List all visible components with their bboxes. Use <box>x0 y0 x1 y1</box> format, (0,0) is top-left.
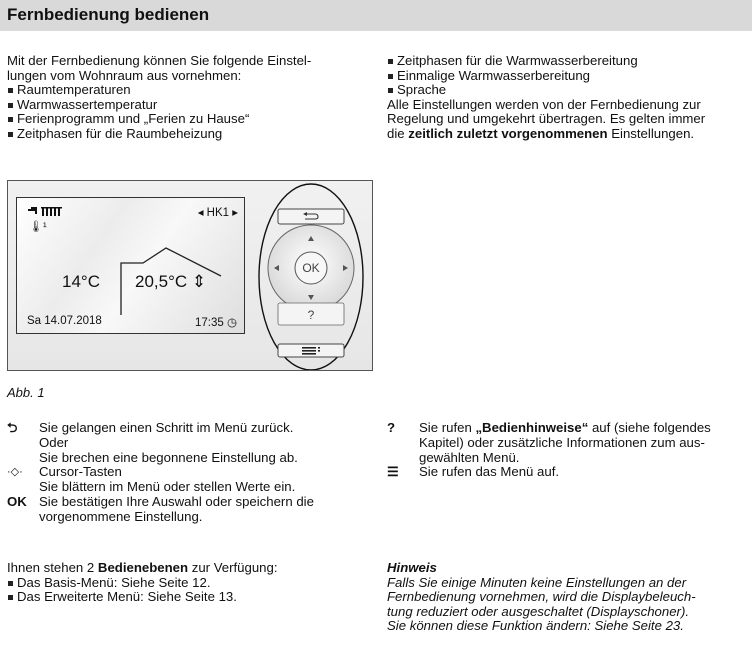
key-legend-right <box>387 421 749 480</box>
note-text: Sie können diese Funktion ändern: Siehe Seite 23. <box>387 618 684 634</box>
text-span: Ihnen stehen 2 <box>7 560 98 575</box>
menu-levels <box>7 561 367 605</box>
legend-back <box>7 421 367 465</box>
legend-cursor <box>7 465 367 495</box>
back-button[interactable] <box>278 209 344 224</box>
emphasis-text: Bedienebenen <box>97 560 189 575</box>
help-button[interactable]: ? <box>307 308 315 322</box>
list-item: Zeitphasen für die Raumbeheizung <box>7 127 367 142</box>
legend-text: Sie rufen das Menü auf. <box>419 464 560 480</box>
note-title: Hinweis <box>387 560 437 575</box>
emphasis-text: zeitlich zuletzt vorgenommenen <box>408 125 608 141</box>
legend-text: Kapitel) oder zusätzliche Informationen zum aus- <box>419 434 705 450</box>
list-item: Ferienprogramm und „Ferien zu Hause“ <box>7 112 367 127</box>
intro-text-line: Alle Einstellungen werden von der Fernbedienung zur <box>387 96 701 112</box>
text-span: auf (siehe folgendes <box>588 420 711 435</box>
legend-text <box>419 421 749 436</box>
settings-list-right <box>387 54 747 98</box>
note-text: Falls Sie einige Minuten keine Einstellungen an der <box>387 574 687 590</box>
note-text: Fernbedienung vornehmen, wird die Displaybeleuch- <box>387 589 696 605</box>
thermometer-icon: 🌡¹ <box>29 221 47 233</box>
intro-left <box>7 54 367 142</box>
figure-caption: Abb. 1 <box>7 385 45 400</box>
note-text: tung reduziert oder ausgeschaltet (Displayschoner). <box>387 603 690 619</box>
intro-text-line: Mit der Fernbedienung können Sie folgende Einstel- <box>7 53 312 68</box>
legend-text: Sie blättern im Menü oder stellen Werte ein. <box>39 479 296 495</box>
menu-button[interactable] <box>278 344 344 357</box>
remote-control-figure <box>7 180 373 371</box>
list-item: Zeitphasen für die Warmwasserbereitung <box>387 54 747 69</box>
menu-icon: ☰ <box>387 464 399 480</box>
list-item: Einmalige Warmwasserbereitung <box>387 69 747 84</box>
setpoint-temperature: 20,5°C ⇕ <box>135 272 207 291</box>
text-span: Sie rufen <box>419 420 476 435</box>
levels-list <box>7 576 367 605</box>
legend-text: Cursor-Tasten <box>39 464 122 480</box>
legend-text: Sie brechen eine begonnene Einstellung ab. <box>39 449 298 465</box>
actual-temperature: 14°C <box>62 272 100 291</box>
key-legend-left <box>7 421 367 525</box>
intro-right <box>387 54 747 142</box>
ok-button[interactable]: OK <box>302 261 320 275</box>
display-date: Sa 14.07.2018 <box>27 315 102 327</box>
legend-text: gewählten Menü. <box>419 449 520 465</box>
cursor-keys-icon: ·◇· <box>7 466 23 479</box>
legend-text: Oder <box>39 434 69 450</box>
section-header <box>0 0 752 31</box>
list-item: Warmwassertemperatur <box>7 98 367 113</box>
legend-ok <box>7 495 367 525</box>
legend-help <box>387 421 749 465</box>
help-icon: ? <box>387 420 396 435</box>
back-arrow-icon <box>278 209 344 224</box>
page-title: Fernbedienung bedienen <box>7 5 210 24</box>
legend-text: Sie bestätigen Ihre Auswahl oder speichern die <box>39 493 314 509</box>
note-box <box>387 561 749 634</box>
ok-key-label: OK <box>7 493 27 509</box>
emphasis-text: „Bedienhinweise“ <box>475 420 589 435</box>
intro-text-line: Regelung und umgekehrt übertragen. Es gelten immer <box>387 111 706 127</box>
text-span: die <box>387 125 409 141</box>
settings-list-left <box>7 83 367 141</box>
list-item: Das Erweiterte Menü: Siehe Seite 13. <box>7 590 367 605</box>
back-arrow-icon: ⮌ <box>7 420 18 435</box>
list-item: Raumtemperaturen <box>7 83 367 98</box>
circuit-selector: ◂ HK1 ▸ <box>197 207 238 219</box>
legend-text: Sie gelangen einen Schritt im Menü zurück. <box>39 420 294 435</box>
legend-menu <box>387 465 749 480</box>
list-item: Sprache <box>387 83 747 98</box>
list-item: Das Basis-Menü: Siehe Seite 12. <box>7 576 367 591</box>
text-span: Einstellungen. <box>607 125 695 141</box>
text-span: zur Verfügung: <box>188 560 278 575</box>
levels-intro <box>7 561 367 576</box>
display-time: 17:35 ◷ <box>194 317 237 329</box>
legend-text: vorgenommene Einstellung. <box>39 508 203 524</box>
intro-text-line <box>387 127 747 142</box>
intro-text-line: lungen vom Wohnraum aus vornehmen: <box>7 67 242 83</box>
